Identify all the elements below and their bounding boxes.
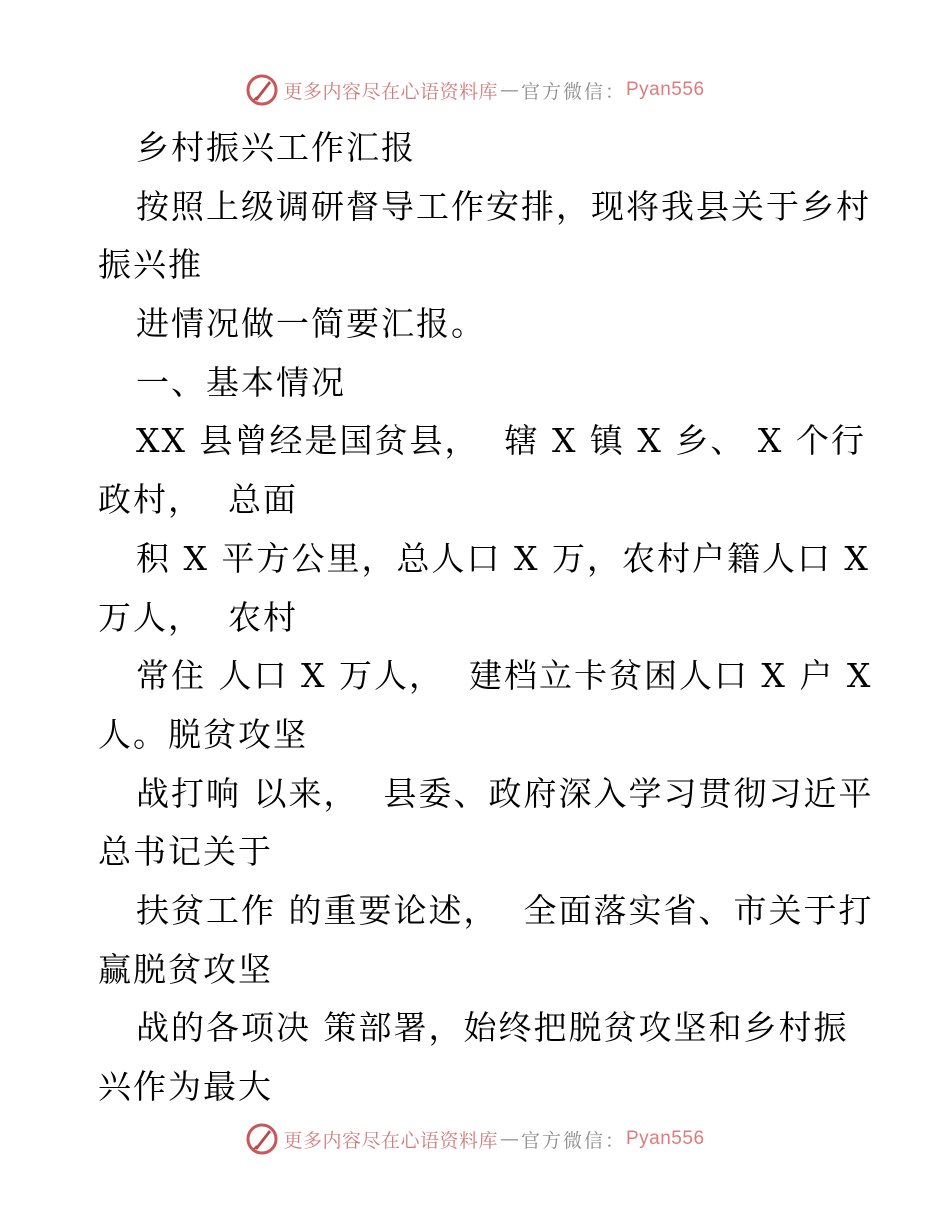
section-heading: 一、基本情况 [136, 362, 346, 402]
paragraph-line: 常住 人口 X 万人， 建档立卡贫困人口 X 户 X [136, 656, 873, 696]
paragraph-line: 战打响 以来， 县委、政府深入学习贯彻习近平 [136, 773, 874, 813]
watermark-dash: — [499, 79, 519, 101]
paragraph-line: 按照上级调研督导工作安排，现将我县关于乡村 [136, 186, 871, 226]
paragraph-line: 积 X 平方公里，总人口 X 万，农村户籍人口 X [136, 538, 870, 578]
watermark-main-text: 更多内容尽在心语资料库 [283, 1129, 498, 1152]
footer-watermark [0, 1119, 950, 1159]
watermark-main-text: 更多内容尽在心语资料库 [283, 80, 498, 103]
watermark-wechat-label: 官方微信： [520, 80, 626, 103]
watermark-wechat-id: Pyan556 [626, 1128, 705, 1149]
paragraph-line: 总书记关于 [98, 832, 273, 872]
watermark-wechat-id: Pyan556 [626, 79, 705, 100]
paragraph-line: 扶贫工作 的重要论述， 全面落实省、市关于打 [136, 890, 874, 930]
watermark-wechat-label: 官方微信： [520, 1129, 626, 1152]
paragraph-line: 振兴推 [98, 245, 203, 285]
paragraph-line: 赢脱贫攻坚 [98, 949, 273, 989]
paragraph-line: 人。脱贫攻坚 [98, 714, 308, 754]
document-body [98, 119, 874, 1117]
header-watermark [0, 70, 950, 110]
paragraph-line: 进情况做一简要汇报。 [136, 304, 486, 344]
watermark-dash: — [499, 1128, 519, 1150]
quill-pen-logo-icon [245, 73, 279, 107]
paragraph-line: 兴作为最大 [98, 1067, 273, 1106]
paragraph-line: 战的各项决 策部署，始终把脱贫攻坚和乡村振 [136, 1008, 849, 1048]
paragraph-line: XX 县曾经是国贫县， 辖 X 镇 X 乡、 X 个行 [136, 421, 866, 461]
paragraph-line: 政村， 总面 [98, 480, 298, 520]
document-title: 乡村振兴工作汇报 [136, 128, 416, 167]
quill-pen-logo-icon [245, 1122, 279, 1156]
paragraph-line: 万人， 农村 [98, 597, 298, 637]
